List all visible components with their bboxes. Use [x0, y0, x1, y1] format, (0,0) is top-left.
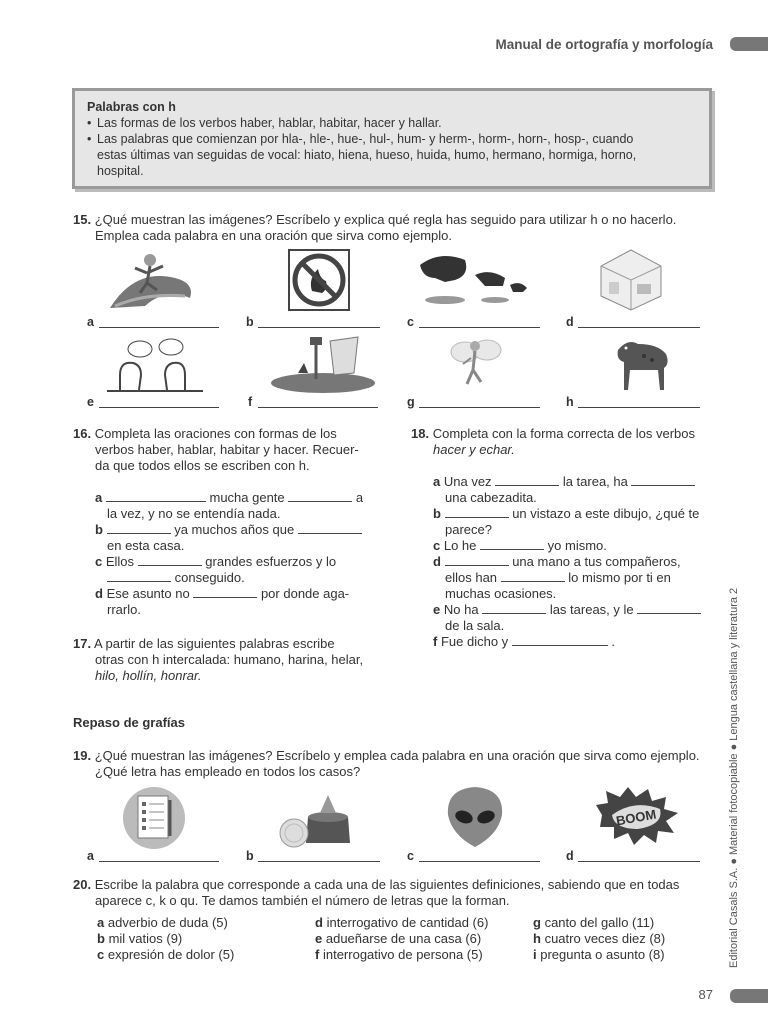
- q19-line-1: ¿Qué muestran las imágenes? Escríbelo y emplea cada palabra en una oración que sirva como ejemplo.: [94, 748, 700, 763]
- q16-block: 16. Completa las oraciones con formas de los verbos haber, hablar, habitar y hacer. Recuer- da que todos ellos se escriben con h. a mucha gente a la vez, y no se entendía nada. b ya muchos años que en esta casa. c Ellos grandes esfuerzos y lo conseguido. d Ese asunto no por donde aga- rrarlo.: [73, 426, 378, 618]
- rule-box-title: Palabras con h: [87, 100, 176, 114]
- q18e-text-1: No ha: [443, 602, 479, 617]
- page-number: 87: [698, 987, 713, 1002]
- q19-number: 19.: [73, 748, 92, 763]
- q15-label-g: g: [407, 395, 415, 409]
- page-header-title: Manual de ortografía y morfología: [495, 37, 713, 52]
- q18f-blank-1[interactable]: [512, 634, 608, 646]
- q18d-blank-1[interactable]: [445, 554, 509, 566]
- q16c-text-1: Ellos: [105, 554, 135, 569]
- q16-intro-3: da que todos ellos se escriben con h.: [95, 458, 310, 473]
- q15-answer-line-g[interactable]: [419, 407, 540, 408]
- q20-heading: [73, 877, 679, 893]
- no-fire-sign-image: [288, 249, 350, 311]
- q18d-text-2: ellos han: [445, 570, 498, 585]
- hyena-image: [608, 332, 674, 394]
- q20-col-3: [533, 915, 713, 963]
- surfer-image: [105, 248, 200, 312]
- q19-label-d: d: [566, 849, 574, 863]
- q19-label-c: c: [407, 849, 414, 863]
- q18c-text-2: yo mismo.: [547, 538, 607, 553]
- q16d-blank-1[interactable]: [193, 586, 257, 598]
- q18d-text-1: una mano a tus compañeros,: [512, 554, 681, 569]
- q20-item-b: b mil vatios (9): [97, 931, 183, 946]
- q15-label-e: e: [87, 395, 94, 409]
- juicer-image: [278, 787, 362, 849]
- section-title: Repaso de grafías: [73, 715, 185, 730]
- chasing-animals-image: [415, 250, 540, 310]
- q19-answer-line-c[interactable]: [419, 861, 540, 862]
- q20-item-f: f interrogativo de persona (5): [315, 947, 483, 962]
- q16a-blank-2[interactable]: [288, 490, 352, 502]
- footer-tab: [730, 989, 768, 1003]
- q15-answer-line-b[interactable]: [258, 327, 380, 328]
- q18-line-2: hacer y echar.: [433, 442, 515, 457]
- q19-line-2: ¿Qué letra has empleado en todos los casos?: [95, 764, 361, 779]
- q20-col-1: [97, 915, 307, 963]
- q16d-text-3: rrarlo.: [107, 602, 141, 617]
- q18f-text-1: Fue dicho y: [440, 634, 509, 649]
- q16b-text-2: en esta casa.: [107, 538, 185, 553]
- rule-line-3: estas últimas van seguidas de vocal: hiato, hiena, hueso, huida, humo, hermano, hormiga, horno,: [97, 148, 637, 162]
- q15-number: 15.: [73, 212, 92, 227]
- rule-line-4: hospital.: [97, 164, 144, 178]
- q18a-blank-1[interactable]: [495, 474, 559, 486]
- q18a-text-3: una cabezadita.: [445, 490, 537, 505]
- q18a-text-1: Una vez: [443, 474, 492, 489]
- q18a-text-2: la tarea, ha: [562, 474, 628, 489]
- fairy-image: [445, 332, 505, 394]
- q18a-blank-2[interactable]: [631, 474, 695, 486]
- q15-label-a: a: [87, 315, 94, 329]
- q20-item-c: c expresión de dolor (5): [97, 947, 235, 962]
- q15-answer-line-d[interactable]: [578, 327, 700, 328]
- rule-line-2: • Las palabras que comienzan por hla-, hle-, hue-, hul-, hum- y herm-, horm-, horn-, hosp-, cuando: [87, 131, 699, 147]
- q20-col-2: [315, 915, 530, 963]
- q19-answer-line-a[interactable]: [99, 861, 219, 862]
- q16a-text-2: la vez, y no se entendía nada.: [107, 506, 281, 521]
- q15-answer-line-h[interactable]: [578, 407, 700, 408]
- q20-number: 20.: [73, 877, 92, 892]
- q18b-text-1: un vistazo a este dibujo, ¿qué te: [512, 506, 700, 521]
- q18b-text-2: parece?: [445, 522, 492, 537]
- room-image: [597, 246, 665, 312]
- q15-label-f: f: [248, 395, 253, 409]
- q19-label-a: a: [87, 849, 94, 863]
- q20-item-d: d interrogativo de cantidad (6): [315, 915, 489, 930]
- q19-answer-line-b[interactable]: [258, 861, 380, 862]
- q19-heading: [73, 748, 700, 764]
- q16c-blank-1[interactable]: [138, 554, 202, 566]
- rule-box: [72, 88, 712, 189]
- header-tab: [730, 37, 768, 51]
- q16c-text-2: grandes esfuerzos y lo: [205, 554, 337, 569]
- q15-label-h: h: [566, 395, 574, 409]
- q18e-text-3: de la sala.: [445, 618, 505, 633]
- q16b-blank-1[interactable]: [107, 522, 171, 534]
- q15-answer-line-a[interactable]: [99, 327, 219, 328]
- q16b-blank-2[interactable]: [298, 522, 362, 534]
- q15-answer-line-f[interactable]: [258, 407, 378, 408]
- q18-block: 18. Completa con la forma correcta de los verbos hacer y echar. a Una vez la tarea, ha una cabezadita. b un vistazo a este dibujo, ¿qué te parece? c Lo he yo mismo. d una mano a tus compañeros, ellos han lo mismo por ti en muchas ocasiones. e No ha las tareas, y le de la sala. f Fue dicho y .: [411, 426, 716, 650]
- q15-text-2: Emplea cada palabra en una oración que sirva como ejemplo.: [95, 228, 452, 243]
- q18e-blank-2[interactable]: [637, 602, 701, 614]
- q16-number: 16.: [73, 426, 92, 441]
- q18b-blank-1[interactable]: [445, 506, 509, 518]
- boom-image: [594, 785, 680, 847]
- q18d-text-3: lo mismo por ti en: [568, 570, 671, 585]
- sand-bucket-image: [268, 333, 378, 393]
- q16-intro-2: verbos haber, hablar, habitar y hacer. Recuer-: [95, 442, 359, 457]
- q20-item-e: e adueñarse de una casa (6): [315, 931, 482, 946]
- clipboard-image: [122, 786, 186, 850]
- q20-item-g: g canto del gallo (11): [533, 915, 655, 930]
- q18-number: 18.: [411, 426, 430, 441]
- q15-text: ¿Qué muestran las imágenes? Escríbelo y explica qué regla has seguido para utilizar h o no hacerlo.: [94, 212, 677, 227]
- q16a-text-1: mucha gente: [209, 490, 285, 505]
- q20-line-2: aparece c, k o qu. Te damos también el número de letras que la forman.: [95, 893, 510, 908]
- q18e-text-2: las tareas, y le: [549, 602, 634, 617]
- q17-number: 17.: [73, 636, 92, 651]
- alien-head-image: [444, 785, 506, 849]
- q16-intro-1: Completa las oraciones con formas de los: [94, 426, 337, 441]
- q16c-text-3: conseguido.: [174, 570, 245, 585]
- q18d-blank-2[interactable]: [501, 570, 565, 582]
- q18c-blank-1[interactable]: [480, 538, 544, 550]
- q17-block: [73, 636, 378, 684]
- q20-line-1: Escribe la palabra que corresponde a cada una de las siguientes definiciones, sabiendo que en todas: [94, 877, 680, 892]
- q20-item-a: a adverbio de duda (5): [97, 915, 228, 930]
- q15-heading: [73, 212, 676, 228]
- q15-answer-line-c[interactable]: [419, 327, 540, 328]
- q16d-text-1: Ese asunto no: [106, 586, 190, 601]
- q18-line-1: Completa con la forma correcta de los verbos: [432, 426, 695, 441]
- sidebar-credit: Editorial Casals S.A. ● Material fotocopiable ● Lengua castellana y literatura 2: [728, 587, 740, 968]
- q18d-text-4: muchas ocasiones.: [445, 586, 557, 601]
- q17-line-3: hilo, hollín, honrar.: [95, 668, 202, 683]
- talking-people-image: [105, 335, 205, 393]
- q17-line-1: A partir de las siguientes palabras escribe: [93, 636, 335, 651]
- q16c-blank-2[interactable]: [107, 570, 171, 582]
- q20-item-h: h cuatro veces diez (8): [533, 931, 666, 946]
- q15-label-d: d: [566, 315, 574, 329]
- q15-label-c: c: [407, 315, 414, 329]
- q17-line-2: otras con h intercalada: humano, harina, helar,: [95, 652, 364, 667]
- q18e-blank-1[interactable]: [482, 602, 546, 614]
- boom-text: BOOM: [614, 806, 658, 829]
- q20-item-i: i pregunta o asunto (8): [533, 947, 665, 962]
- q19-answer-line-d[interactable]: [578, 861, 700, 862]
- q15-label-b: b: [246, 315, 254, 329]
- q16b-text-1: ya muchos años que: [174, 522, 295, 537]
- q16a-blank-1[interactable]: [106, 490, 206, 502]
- q19-label-b: b: [246, 849, 254, 863]
- q18c-text-1: Lo he: [443, 538, 477, 553]
- q16d-text-2: por donde aga-: [260, 586, 350, 601]
- rule-line-1: • Las formas de los verbos haber, hablar, habitar, hacer y hallar.: [87, 115, 699, 131]
- q15-answer-line-e[interactable]: [99, 407, 219, 408]
